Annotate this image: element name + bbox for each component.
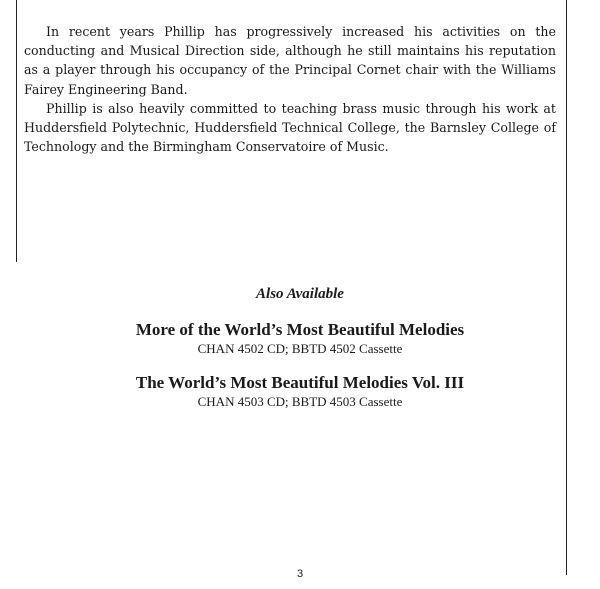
biography-paragraph-1: In recent years Phillip has progressively increased his activities on the conducting and Musical Direction side, although he still maintains his reputation as a player through his occupancy of the Principal Cornet chair with the Williams Fairey Engineering Band. [24, 24, 556, 97]
biography-text [24, 22, 556, 156]
left-margin-rule [16, 0, 17, 262]
release-title: More of the World’s Most Beautiful Melodies [135, 320, 465, 339]
biography-paragraph-2: Phillip is also heavily committed to teaching brass music through his work at Huddersfield Polytechnic, Huddersfield Technical College, the Barnsley College of Technology and the Birmingham Conservatoire of Music. [24, 100, 556, 155]
release-catalogue-numbers: CHAN 4502 CD; BBTD 4502 Cassette [197, 341, 403, 356]
release-catalogue-numbers: CHAN 4503 CD; BBTD 4503 Cassette [197, 394, 403, 409]
release-item [0, 320, 600, 357]
page-number: 3 [296, 568, 304, 580]
release-item [0, 373, 600, 410]
also-available-heading: Also Available [256, 286, 344, 302]
release-title: The World’s Most Beautiful Melodies Vol. III [135, 373, 465, 392]
